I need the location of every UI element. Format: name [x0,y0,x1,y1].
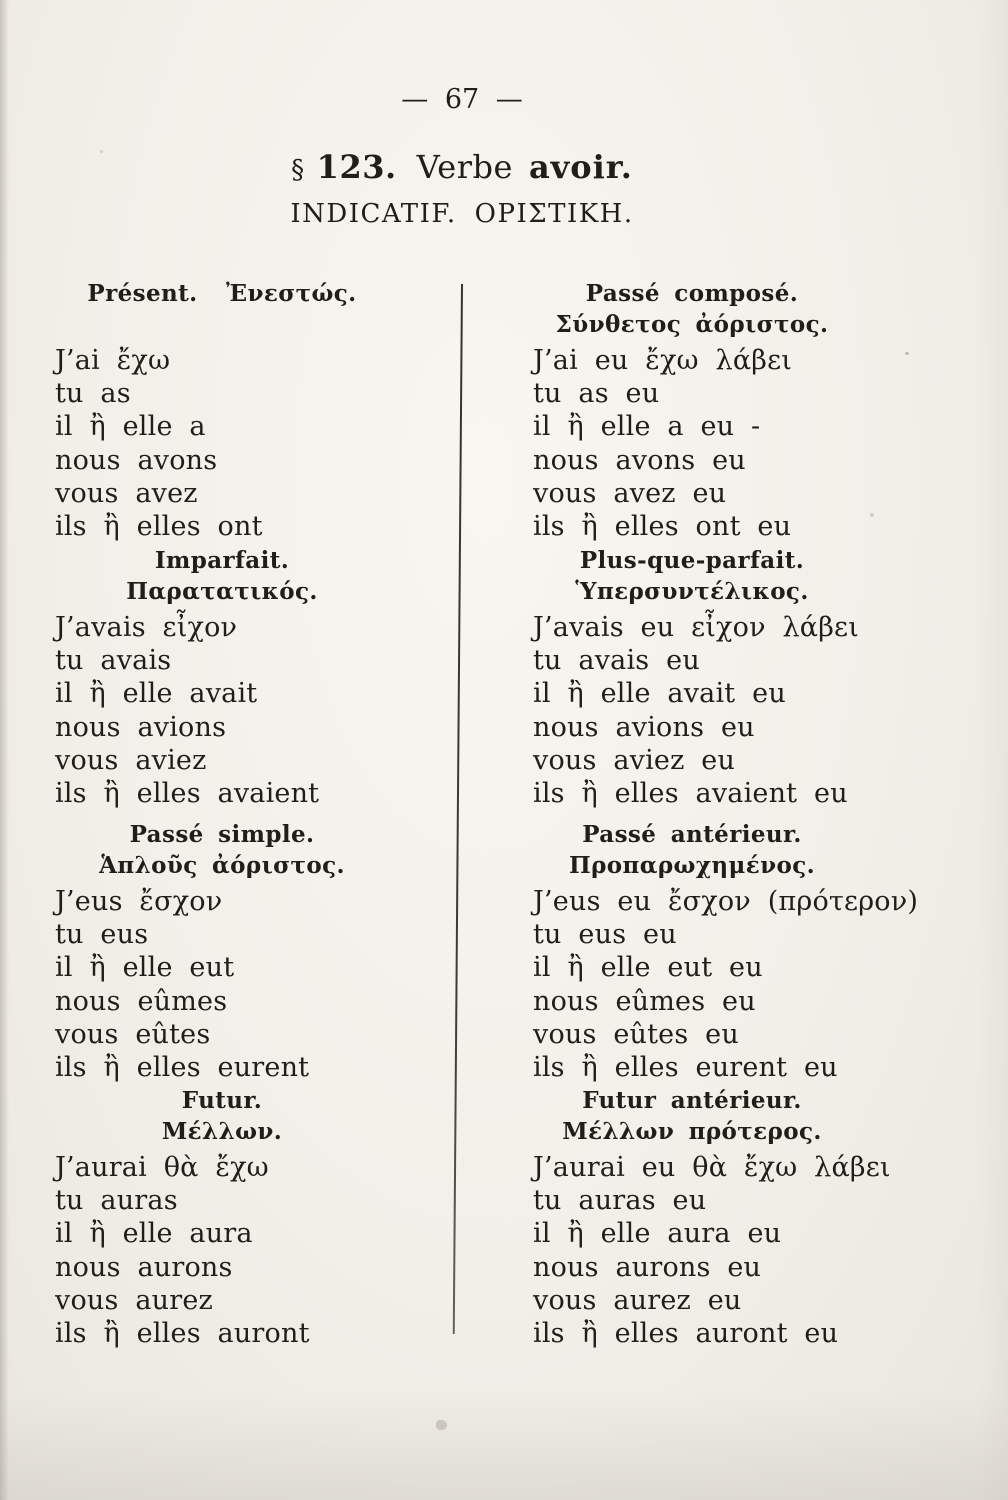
conjugation-line: vous avez [55,477,198,509]
conjugation-line: vous aviez [55,744,207,776]
conjugation-line: J’eus ἔσχον [55,886,223,917]
tense-section-futur-anterieur [533,1085,983,1350]
conjugation-line: ils ἢ elles auront eu [533,1318,839,1350]
conjugation-line: tu avais [55,645,172,677]
tense-title [533,819,851,881]
conjugation-line: ils ἢ elles ont [55,511,263,543]
conjugation-line: J’avais εἶχον [55,612,238,643]
tense-title-greek: Παρατατικός. [126,578,318,605]
conjugation-line: tu auras [55,1185,178,1217]
verb-name: avoir. [528,148,633,186]
conjugation-line: ils ἢ elles eurent [55,1052,310,1084]
conjugation-line: J’ai ἔχω [55,345,171,376]
mood-subtitle [0,199,924,229]
conjugation-line: il ἢ elle avait eu [533,678,786,710]
tense-title [55,819,389,881]
conjugation-line: il ἢ elle a [55,411,206,443]
conjugation-line: tu as eu [533,378,660,410]
conjugation-line: ils ἢ elles avaient [55,778,320,810]
conjugation-line: J’ai eu ἔχω λάβει [533,345,793,376]
scan-speck [905,352,909,355]
conjugation-line: vous aviez eu [533,744,736,776]
conjugation-line: ils ἢ elles ont eu [533,511,792,543]
conjugation-line: vous eûtes eu [533,1018,739,1050]
tense-title-french: Présent. [87,280,198,307]
conjugation-line: il ἢ elle aura [55,1218,253,1250]
conjugation-line: ils ἢ elles eurent eu [533,1052,838,1084]
conjugation-line: il ἢ elle eut eu [533,952,763,984]
section-title [0,148,924,186]
tense-title [533,545,851,607]
tense-section-passe-anterieur [533,819,983,1085]
tense-title [55,278,389,340]
conjugation-line: tu eus eu [533,919,677,951]
scan-speck [100,150,103,153]
tense-title-greek: Ἐνεστώς. [226,280,357,307]
conjugation-line: J’avais eu εἶχον λάβει [533,612,859,643]
tense-title [533,278,851,340]
conjugation-line: J’aurai θὰ ἔχω [55,1152,269,1183]
conjugation-line: nous avions eu [533,711,755,743]
tense-section-present [55,278,460,545]
scan-speck [870,513,874,517]
tense-title-french: Plus-que-parfait. [579,547,805,574]
scan-speck [436,1420,447,1430]
conjugation-line: ils ἢ elles avaient eu [533,778,848,810]
conjugation-line: nous avons eu [533,444,746,476]
tense-section-imparfait [55,545,460,819]
mood-french: INDICATIF. [290,199,457,229]
tense-title-french: Passé simple. [129,821,315,848]
conjugation-line: tu auras eu [533,1185,707,1217]
conjugation-line: nous avions [55,711,227,743]
page-number: — 67 — [401,84,523,115]
tense-section-passe-simple [55,819,460,1085]
conjugation-line: J’eus eu ἔσχον (πρότερον) [533,886,919,917]
tense-title-greek: Σύνθετος ἀόριστος. [555,311,829,338]
conjugation-line: nous aurons eu [533,1251,762,1283]
conjugation-line: nous aurons [55,1251,233,1283]
conjugation-line: il ἢ elle eut [55,952,235,984]
conjugation-line: il ἢ elle avait [55,678,258,710]
section-mark: § [291,155,305,185]
tense-title-french: Passé composé. [585,280,799,307]
section-number: 123. [316,148,397,186]
tense-title [55,545,389,607]
compound-tenses-column [533,278,983,1350]
conjugation-line: tu avais eu [533,645,700,677]
tense-title-french: Imparfait. [154,547,290,574]
conjugation-line: nous eûmes [55,985,228,1017]
mood-greek: ΟΡΙΣΤΙΚΗ. [474,199,634,229]
tense-title-french: Passé antérieur. [582,821,802,848]
conjugation-line: tu as [55,378,131,410]
conjugation-line: ils ἢ elles auront [55,1318,310,1350]
tense-title [55,1085,389,1147]
conjugation-line: nous avons [55,444,218,476]
tense-section-passe-compose [533,278,983,545]
tense-title-greek: Ἁπλοῦς ἀόριστος. [99,852,345,879]
conjugation-line: tu eus [55,919,149,951]
conjugation-line: J’aurai eu θὰ ἔχω λάβει [533,1152,891,1183]
tense-title-greek: Μέλλων. [161,1118,283,1145]
tense-title-french: Futur antérieur. [582,1087,802,1114]
tense-title-greek: Προπαρωχημένος. [568,852,816,879]
title-word: Verbe [416,148,513,186]
conjugation-line: vous aurez [55,1284,213,1316]
tense-section-plus-que-parfait [533,545,983,819]
conjugation-line: il ἢ elle aura eu [533,1218,782,1250]
conjugation-line: vous eûtes [55,1018,211,1050]
conjugation-line: nous eûmes eu [533,985,756,1017]
conjugation-line: vous aurez eu [533,1284,742,1316]
conjugation-line: vous avez eu [533,477,727,509]
tense-title [533,1085,851,1147]
simple-tenses-column [55,278,460,1350]
page-header [0,0,924,229]
tense-title-greek: Ὑπερσυντέλικος. [575,578,809,605]
tense-title-greek: Μέλλων πρότερος. [562,1118,822,1145]
tense-section-futur [55,1085,460,1350]
conjugation-line: il ἢ elle a eu - [533,411,761,443]
tense-title-french: Futur. [181,1087,263,1114]
